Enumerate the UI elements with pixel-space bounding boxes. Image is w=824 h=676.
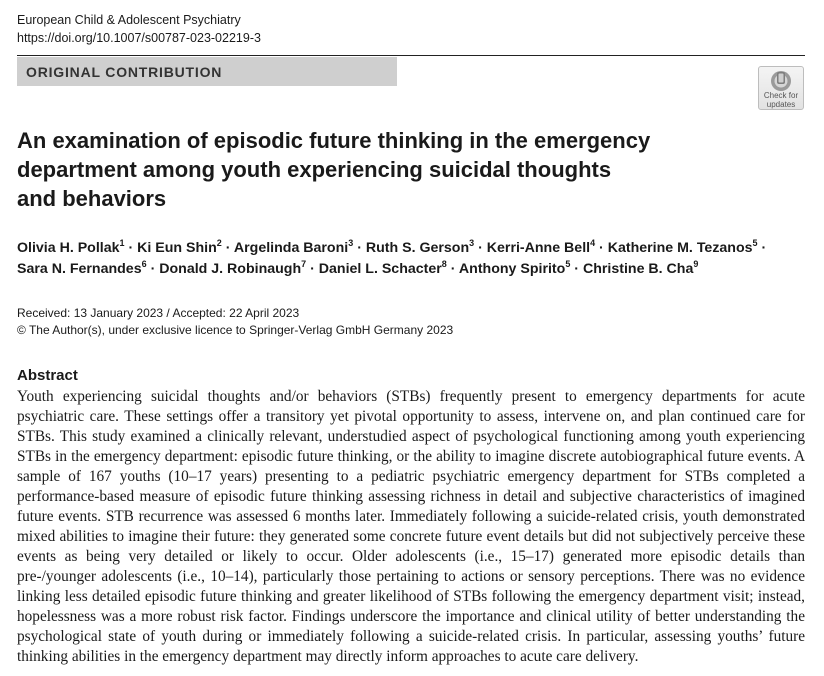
doi-link[interactable]: https://doi.org/10.1007/s00787-023-02219-3 bbox=[17, 31, 261, 45]
author[interactable]: Sara N. Fernandes$^6$ bbox=[17, 258, 147, 277]
check-updates-line1: Check for bbox=[763, 91, 799, 100]
title-line: and behaviors bbox=[17, 186, 167, 211]
author[interactable]: Olivia H. Pollak$^1$ bbox=[17, 238, 125, 256]
author[interactable]: Kerri-Anne Bell$^4$ bbox=[486, 238, 596, 256]
check-updates-line2: updates bbox=[766, 99, 796, 109]
author[interactable]: Katherine M. Tezanos$^5$ bbox=[607, 238, 758, 256]
received-accepted: Received: 13 January 2023 / Accepted: 22 April 2023 bbox=[17, 306, 300, 320]
check-for-updates-button[interactable] bbox=[758, 66, 804, 110]
header-rule bbox=[17, 55, 805, 56]
title-line: An examination of episodic future thinking in the emergency bbox=[17, 128, 651, 153]
author[interactable]: Anthony Spirito$^5$ bbox=[458, 258, 571, 277]
author[interactable]: Daniel L. Schacter$^8$ bbox=[318, 258, 447, 277]
copyright-notice: © The Author(s), under exclusive licence to Springer-Verlag GmbH Germany 2023 bbox=[17, 323, 454, 337]
publication-dates bbox=[17, 305, 453, 339]
crossmark-icon bbox=[769, 70, 793, 92]
title-line: department among youth experiencing suicidal thoughts bbox=[17, 157, 612, 182]
journal-name: European Child & Adolescent Psychiatry bbox=[17, 13, 241, 27]
article-title bbox=[17, 126, 677, 213]
author-line-1: Olivia H. Pollak$^1$ · Ki Eun Shin$^2$ · Argelinda Baroni$^3$ · Ruth S. Gerson$^3$ · Kerri-Anne Bell$^4$ · Katherine M. Tezanos$^5$ · bbox=[17, 238, 767, 256]
abstract-body: Youth experiencing suicidal thoughts and/or behaviors (STBs) frequently present to emergency departments for acute psychiatric care. These settings offer a transitory yet pivotal opportunity to assess, intervene on, and plan continued care for STBs. This study examined a clinically relevant, understudied aspect of psychological functioning among youth experiencing STBs in the emergency department: episodic future thinking, or the ability to imagine discrete autobiographical future events. A sample of 167 youths (10–17 years) presenting to a pediatric psychiatric emergency department for STBs completed a performance-based measure of episodic future thinking assessing richness in detail and subjective characteristics of imagined future events. STB recurrence was assessed 6 months later. Immediately following a suicide-related crisis, youth demonstrated mixed abilities to imagine their future: they generated some concrete future event details but did not subjectively perceive these events as being very detailed or likely to occur. Older adolescents (i.e., 15–17) generated more episodic details than pre-/younger adolescents (i.e., 10–14), particularly those pertaining to actions or sensory perceptions. There was no evidence linking less detailed episodic future thinking and greater likelihood of STBs following the emergency department visit; instead, hopelessness was a more robust risk factor. Findings underscore the importance and clinical utility of better understanding the psychological state of youth during or immediately following a suicide-related crisis. In particular, assessing youths’ future thinking abilities in the emergency department may directly inform approaches to acute care delivery. bbox=[17, 388, 805, 665]
author[interactable]: Ruth S. Gerson$^3$ bbox=[365, 238, 475, 256]
author[interactable]: Christine B. Cha$^9$ bbox=[582, 258, 699, 277]
journal-header bbox=[17, 11, 261, 47]
section-label: ORIGINAL CONTRIBUTION bbox=[17, 57, 397, 86]
author[interactable]: Ki Eun Shin$^2$ bbox=[137, 238, 222, 256]
author[interactable]: Argelinda Baroni$^3$ bbox=[233, 238, 354, 256]
abstract-heading: Abstract bbox=[17, 367, 78, 384]
author-list bbox=[17, 238, 807, 279]
author[interactable]: Donald J. Robinaugh$^7$ bbox=[159, 258, 307, 277]
author-line-2: Sara N. Fernandes$^6$ · Donald J. Robinaugh$^7$ · Daniel L. Schacter$^8$ · Anthony Spirito$^5$ · Christine B. Cha$^9$ bbox=[17, 258, 699, 277]
